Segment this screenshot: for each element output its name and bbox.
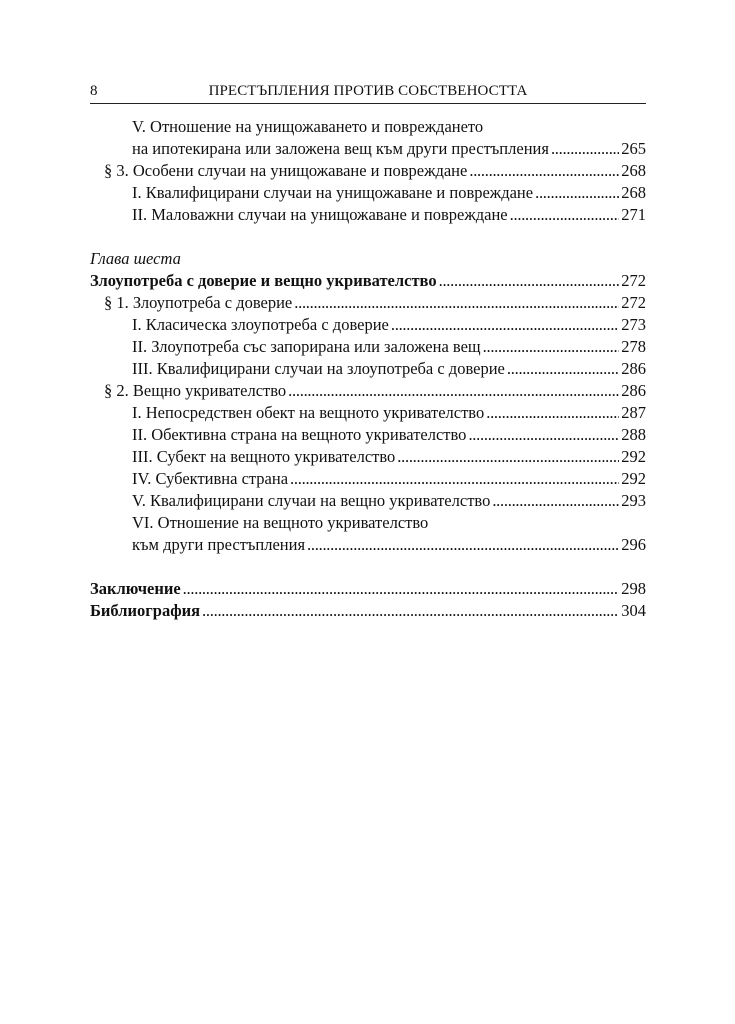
toc-entry [90, 336, 646, 358]
table-of-contents [90, 116, 646, 622]
toc-entry-page: 268 [621, 161, 646, 180]
dot-leader [486, 402, 619, 424]
page-number: 8 [90, 83, 98, 99]
toc-entry [90, 358, 646, 380]
toc-entry-page: 272 [621, 271, 646, 290]
dot-leader [391, 314, 619, 336]
toc-entry-label: IV. Субективна страна [132, 469, 289, 488]
dot-leader [483, 336, 620, 358]
toc-entry-page: 304 [621, 601, 646, 620]
toc-entry-page: 278 [621, 337, 646, 356]
dot-leader [468, 424, 619, 446]
toc-entry-page: 292 [621, 447, 646, 466]
toc-entry-label: на ипотекирана или заложена вещ към други престъпления [132, 139, 549, 158]
dot-leader [288, 380, 619, 402]
toc-section [90, 292, 646, 314]
toc-entry-page: 298 [621, 579, 646, 598]
toc-chapter [90, 270, 646, 292]
dot-leader [551, 138, 619, 160]
toc-entry [90, 138, 646, 160]
toc-entry-page: 292 [621, 469, 646, 488]
toc-entry-label: VI. Отношение на вещното укривателство [132, 513, 429, 532]
toc-entry-page: 268 [621, 183, 646, 202]
toc-entry-label: към други престъпления [132, 535, 306, 554]
toc-entry-label: II. Обективна страна на вещното укривателство [132, 425, 467, 444]
toc-entry [90, 512, 646, 534]
dot-leader [507, 358, 619, 380]
dot-leader [469, 160, 619, 182]
toc-entry [90, 402, 646, 424]
dot-leader [294, 292, 619, 314]
toc-entry [90, 182, 646, 204]
toc-entry-label: II. Маловажни случаи на унищожаване и повреждане [132, 205, 508, 224]
toc-conclusion [90, 578, 646, 600]
spacer [90, 226, 646, 248]
toc-entry-page: 288 [621, 425, 646, 444]
toc-entry-page: 272 [621, 293, 646, 312]
toc-entry-label: I. Квалифицирани случаи на унищожаване и повреждане [132, 183, 534, 202]
toc-entry-label: § 1. Злоупотреба с доверие [104, 293, 293, 312]
toc-entry-page: 296 [621, 535, 646, 554]
chapter-title: Злоупотреба с доверие и вещно укривателство [90, 271, 437, 290]
running-title: ПРЕСТЪПЛЕНИЯ ПРОТИВ СОБСТВЕНОСТТА [208, 83, 528, 99]
dot-leader [510, 204, 620, 226]
toc-section [90, 160, 646, 182]
page-header [90, 81, 646, 104]
dot-leader [290, 468, 619, 490]
toc-entry [90, 314, 646, 336]
toc-entry-page: 293 [621, 491, 646, 510]
toc-entry-label: III. Субект на вещното укривателство [132, 447, 396, 466]
dot-leader [397, 446, 619, 468]
chapter-label-text: Глава шеста [90, 249, 181, 268]
dot-leader [492, 490, 619, 512]
chapter-label [90, 248, 646, 270]
toc-entry-label: V. Квалифицирани случаи на вещно укривателство [132, 491, 491, 510]
spacer [90, 556, 646, 578]
toc-entry-page: 287 [621, 403, 646, 422]
toc-entry-page: 271 [621, 205, 646, 224]
dot-leader [202, 600, 619, 622]
toc-entry-label: V. Отношение на унищожаването и повреждането [132, 117, 484, 136]
toc-entry [90, 534, 646, 556]
toc-entry [90, 424, 646, 446]
toc-entry-label: III. Квалифицирани случаи на злоупотреба с доверие [132, 359, 505, 378]
toc-entry [90, 446, 646, 468]
toc-entry-page: 273 [621, 315, 646, 334]
dot-leader [183, 578, 620, 600]
toc-entry [90, 116, 646, 138]
toc-section [90, 380, 646, 402]
toc-entry-label: II. Злоупотреба със запорирана или заложена вещ [132, 337, 481, 356]
toc-bibliography [90, 600, 646, 622]
toc-entry-label: Заключение [90, 579, 181, 598]
dot-leader [535, 182, 619, 204]
dot-leader [439, 270, 620, 292]
toc-entry-page: 286 [621, 381, 646, 400]
toc-entry-page: 265 [621, 139, 646, 158]
toc-entry-label: Библиография [90, 601, 201, 620]
toc-entry [90, 490, 646, 512]
toc-entry-page: 286 [621, 359, 646, 378]
toc-entry-label: § 3. Особени случаи на унищожаване и повреждане [104, 161, 468, 180]
toc-entry-label: I. Класическа злоупотреба с доверие [132, 315, 389, 334]
toc-entry-label: I. Непосредствен обект на вещното укривателство [132, 403, 485, 422]
dot-leader [307, 534, 619, 556]
toc-entry [90, 204, 646, 226]
toc-entry [90, 468, 646, 490]
toc-entry-label: § 2. Вещно укривателство [104, 381, 287, 400]
